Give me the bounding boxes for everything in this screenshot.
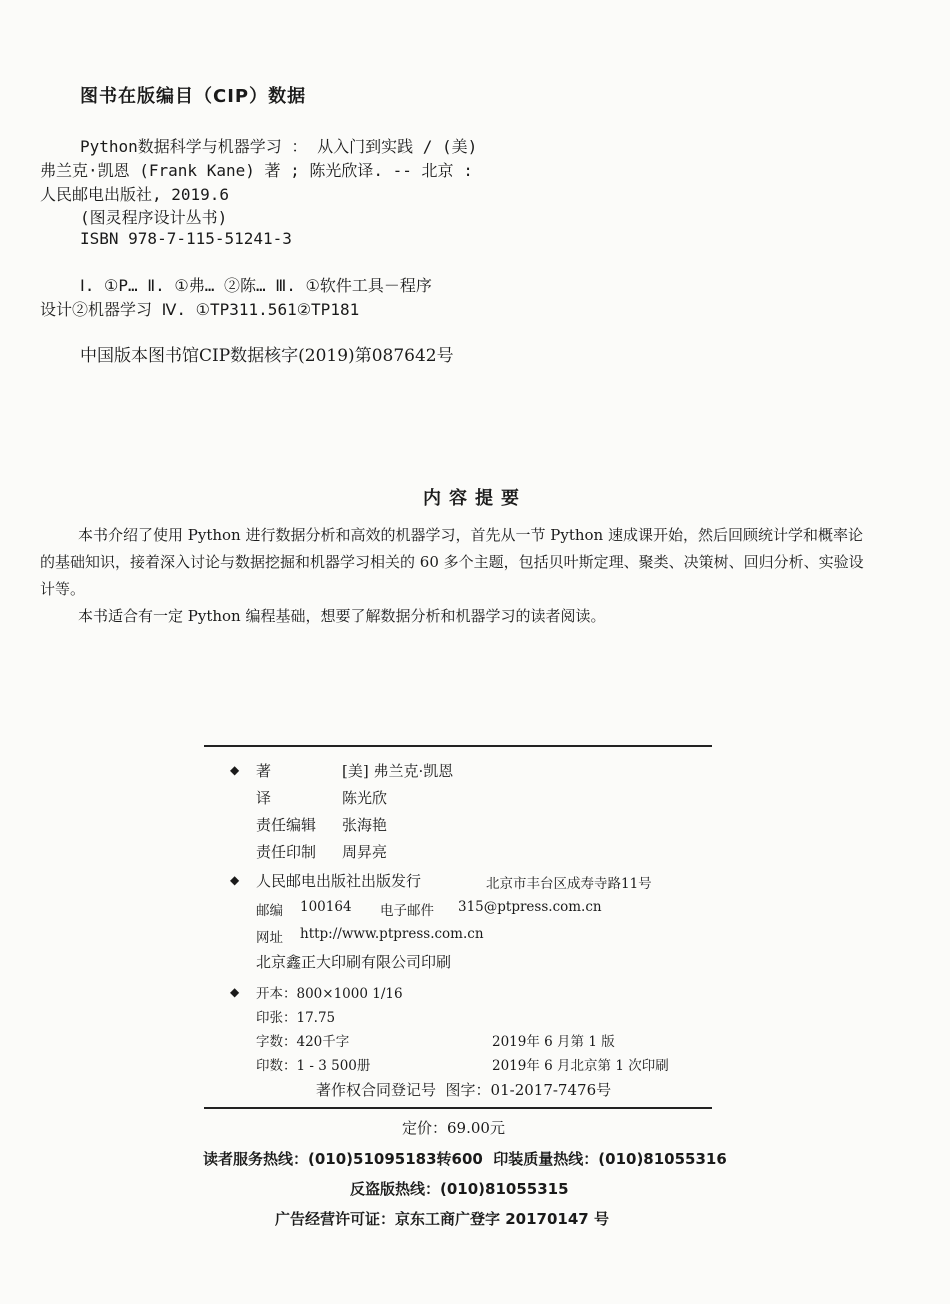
author-label: 著 [256,762,272,780]
postcode-label: 邮编 [256,903,283,919]
ad-license: 广告经营许可证：京东工商广登字 20170147 号 [275,1210,609,1228]
bullet-diamond: ◆ [230,763,240,777]
cip-isbn: ISBN 978-7-115-51241-3 [80,229,292,248]
postcode-value: 100164 [300,899,352,915]
website-label: 网址 [256,930,283,946]
translator-label: 译 [256,789,272,807]
cip-title: 图书在版编目（CIP）数据 [80,86,307,107]
cip-number: 中国版本图书馆CIP数据核字(2019)第087642号 [80,346,454,366]
copyright-registration: 著作权合同登记号 图字：01-2017-7476号 [316,1081,612,1099]
credits-top-rule [204,745,712,747]
printing-label: 责任印制 [256,843,317,861]
words-spec: 字数：420千字 [256,1034,350,1050]
publisher-address: 北京市丰台区成寿寺路11号 [486,876,652,892]
antipiracy-hotline: 反盗版热线：(010)81055315 [350,1180,569,1198]
bullet-diamond: ◆ [230,985,240,999]
edition-spec: 2019年 6 月第 1 版 [492,1034,615,1050]
summary-paragraph-1: 本书介绍了使用 Python 进行数据分析和高效的机器学习，首先从一节 Python 速成课开始，然后回顾统计学和概率论的基础知识，接着深入讨论与数据挖掘和机器学习相关的 60 多个主题，包括贝叶斯定理、聚类、决策树、回归分析、实验设计等。 [40,526,864,598]
cip-subject-1: Ⅰ. ①P… Ⅱ. ①弗… ②陈… Ⅲ. ①软件工具－程序 [80,276,432,295]
bullet-diamond: ◆ [230,873,240,887]
email-label: 电子邮件 [380,903,434,919]
publisher-name: 人民邮电出版社出版发行 [256,872,422,890]
cip-line-1: Python数据科学与机器学习 ： 从入门到实践 / (美) [80,137,478,156]
email-value: 315@ptpress.com.cn [458,899,602,915]
website-value: http://www.ptpress.com.cn [300,926,484,942]
cip-line-4: (图灵程序设计丛书) [80,208,228,227]
editor-label: 责任编辑 [256,816,317,834]
cip-line-2: 弗兰克·凯恩 (Frank Kane) 著 ; 陈光欣译. -- 北京 : [40,161,473,180]
credits-bottom-rule [204,1107,712,1109]
format-spec: 开本：800×1000 1/16 [256,986,403,1002]
printing-value: 周昇亮 [342,843,388,861]
price: 定价：69.00元 [402,1119,505,1137]
sheets-spec: 印张：17.75 [256,1010,336,1026]
translator-value: 陈光欣 [342,789,388,807]
printing-spec: 2019年 6 月北京第 1 次印刷 [492,1058,669,1074]
service-hotline: 读者服务热线：(010)51095183转600 印装质量热线：(010)81055316 [203,1150,727,1168]
print-run-spec: 印数：1 - 3 500册 [256,1058,371,1074]
summary-heading: 内容提要 [423,488,527,509]
author-value: [美] 弗兰克·凯恩 [342,762,454,780]
editor-value: 张海艳 [342,816,388,834]
printer-name: 北京鑫正大印刷有限公司印刷 [256,953,452,971]
summary-paragraph-2: 本书适合有一定 Python 编程基础，想要了解数据分析和机器学习的读者阅读。 [78,607,606,625]
cip-subject-2: 设计②机器学习 Ⅳ. ①TP311.561②TP181 [40,300,360,319]
cip-line-3: 人民邮电出版社, 2019.6 [40,185,230,204]
